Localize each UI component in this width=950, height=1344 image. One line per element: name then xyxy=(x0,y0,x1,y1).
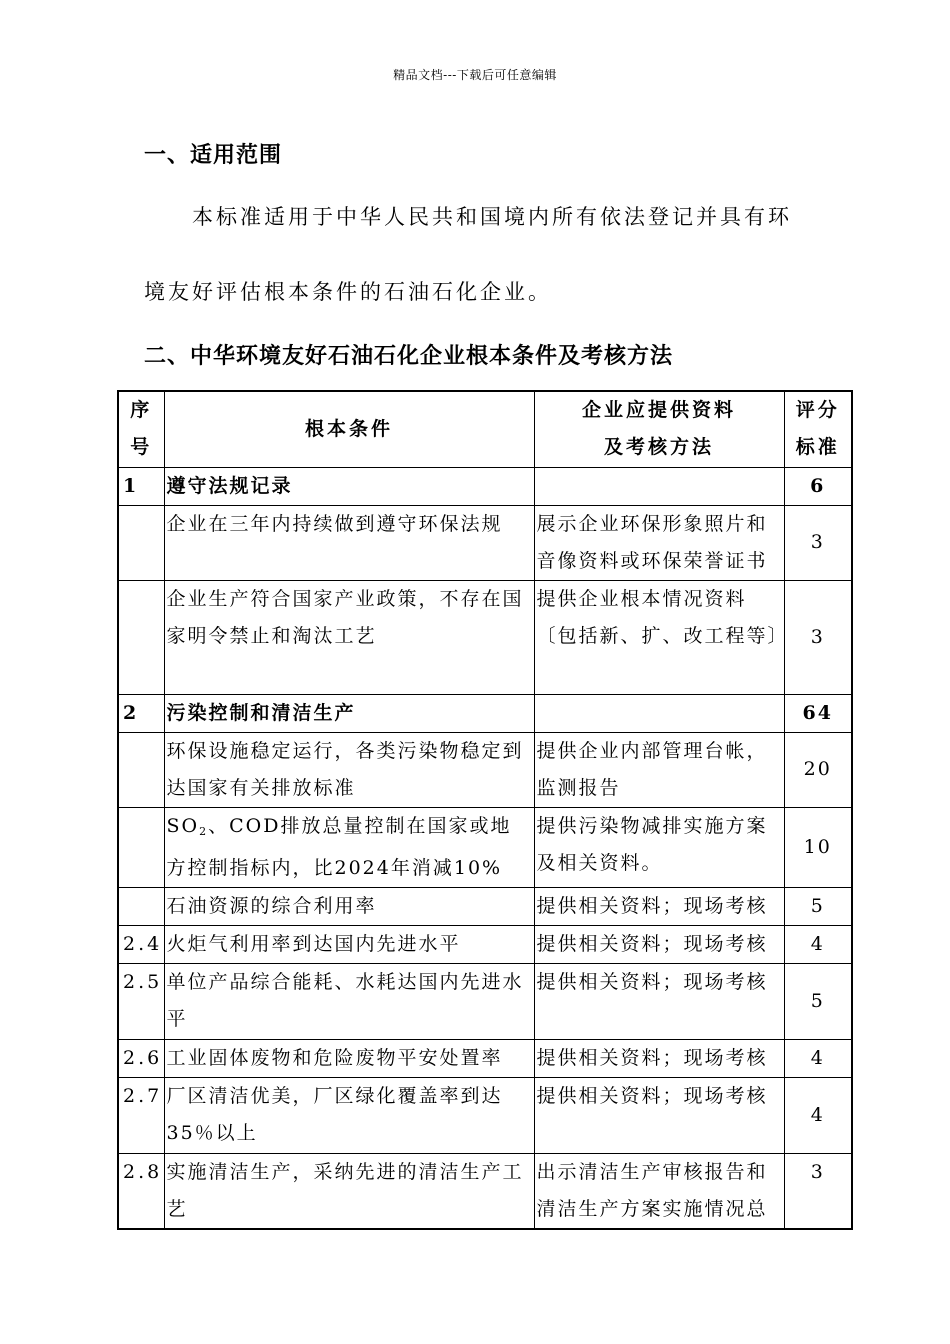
row-seq xyxy=(118,887,164,925)
row-condition xyxy=(164,807,534,887)
row-seq xyxy=(118,580,164,694)
row-score: 5 xyxy=(784,887,852,925)
header-score-line1: 评分 xyxy=(795,399,840,422)
row-method xyxy=(534,694,784,732)
header-score-line2: 标准 xyxy=(795,436,840,459)
row-condition: 工业固体废物和危险废物平安处置率 xyxy=(164,1039,534,1077)
row-condition: 石油资源的综合利用率 xyxy=(164,887,534,925)
table-row xyxy=(118,505,852,580)
so2-formula: SO xyxy=(166,814,200,837)
header-seq-line2: 号 xyxy=(130,436,153,459)
row-method: 提供相关资料；现场考核 xyxy=(534,887,784,925)
table-row xyxy=(118,732,852,807)
row-score: 20 xyxy=(784,732,852,807)
scope-paragraph-line2: 境友好评估根本条件的石油石化企业。 xyxy=(144,280,552,304)
header-method xyxy=(534,391,784,467)
row-method: 提供企业根本情况资料〔包括新、扩、改工程等〕 xyxy=(534,580,784,694)
row-condition: 企业在三年内持续做到遵守环保法规 xyxy=(164,505,534,580)
row-score: 64 xyxy=(784,694,852,732)
row-seq: 2.6 xyxy=(118,1039,164,1077)
row-condition: 实施清洁生产，采纳先进的清洁生产工艺 xyxy=(164,1153,534,1229)
row-method: 展示企业环保形象照片和音像资料或环保荣誉证书 xyxy=(534,505,784,580)
row-condition: 企业生产符合国家产业政策，不存在国家明令禁止和淘汰工艺 xyxy=(164,580,534,694)
row-seq xyxy=(118,505,164,580)
section-title-conditions: 二、中华环境友好石油石化企业根本条件及考核方法 xyxy=(144,343,674,369)
row-condition: 厂区清洁优美，厂区绿化覆盖率到达35％以上 xyxy=(164,1077,534,1153)
row-seq: 2 xyxy=(118,694,164,732)
header-method-line1: 企业应提供资料 xyxy=(581,399,736,422)
row-seq: 2.4 xyxy=(118,925,164,963)
conditions-table xyxy=(117,390,853,1230)
row-method: 提供相关资料；现场考核 xyxy=(534,963,784,1039)
table-row xyxy=(118,1153,852,1229)
header-method-line2: 及考核方法 xyxy=(603,436,714,459)
row-seq: 2.5 xyxy=(118,963,164,1039)
row-method xyxy=(534,467,784,505)
row-method: 提供相关资料；现场考核 xyxy=(534,1039,784,1077)
table-row xyxy=(118,925,852,963)
table-row xyxy=(118,807,852,887)
row-score: 4 xyxy=(784,925,852,963)
row-condition: 单位产品综合能耗、水耗达国内先进水平 xyxy=(164,963,534,1039)
scope-paragraph-line1: 本标准适用于中华人民共和国境内所有依法登记并具有环 xyxy=(192,205,792,229)
row-score: 3 xyxy=(784,1153,852,1229)
row-method: 提供企业内部管理台帐，监测报告 xyxy=(534,732,784,807)
row-seq xyxy=(118,807,164,887)
row-condition: 遵守法规记录 xyxy=(164,467,534,505)
row-score: 3 xyxy=(784,505,852,580)
table-row xyxy=(118,694,852,732)
row-score: 5 xyxy=(784,963,852,1039)
table-header-row xyxy=(118,391,852,467)
table-row xyxy=(118,467,852,505)
row-seq: 2.7 xyxy=(118,1077,164,1153)
so2-subscript: 2 xyxy=(199,824,209,838)
table-row xyxy=(118,1077,852,1153)
row-score: 3 xyxy=(784,580,852,694)
row-method: 出示清洁生产审核报告和清洁生产方案实施情况总 xyxy=(534,1153,784,1229)
row-condition-text: 、COD排放总量控制在国家或地方控制指标内，比2024年消减10% xyxy=(166,814,512,879)
page-header: 精品文档---下载后可任意编辑 xyxy=(393,68,557,82)
row-condition: 环保设施稳定运行，各类污染物稳定到达国家有关排放标准 xyxy=(164,732,534,807)
row-method: 提供污染物减排实施方案及相关资料。 xyxy=(534,807,784,887)
table-row xyxy=(118,887,852,925)
row-score: 6 xyxy=(784,467,852,505)
row-condition: 火炬气利用率到达国内先进水平 xyxy=(164,925,534,963)
table-row xyxy=(118,580,852,694)
section-title-scope: 一、适用范围 xyxy=(144,142,283,168)
row-method: 提供相关资料；现场考核 xyxy=(534,925,784,963)
header-seq-line1: 序 xyxy=(130,399,153,422)
table-row xyxy=(118,963,852,1039)
header-score xyxy=(784,391,852,467)
header-seq xyxy=(118,391,164,467)
row-method: 提供相关资料；现场考核 xyxy=(534,1077,784,1153)
row-score: 4 xyxy=(784,1077,852,1153)
row-condition: 污染控制和清洁生产 xyxy=(164,694,534,732)
row-seq xyxy=(118,732,164,807)
row-score: 4 xyxy=(784,1039,852,1077)
row-score: 10 xyxy=(784,807,852,887)
table-row xyxy=(118,1039,852,1077)
row-seq: 1 xyxy=(118,467,164,505)
header-condition: 根本条件 xyxy=(164,391,534,467)
row-seq: 2.8 xyxy=(118,1153,164,1229)
